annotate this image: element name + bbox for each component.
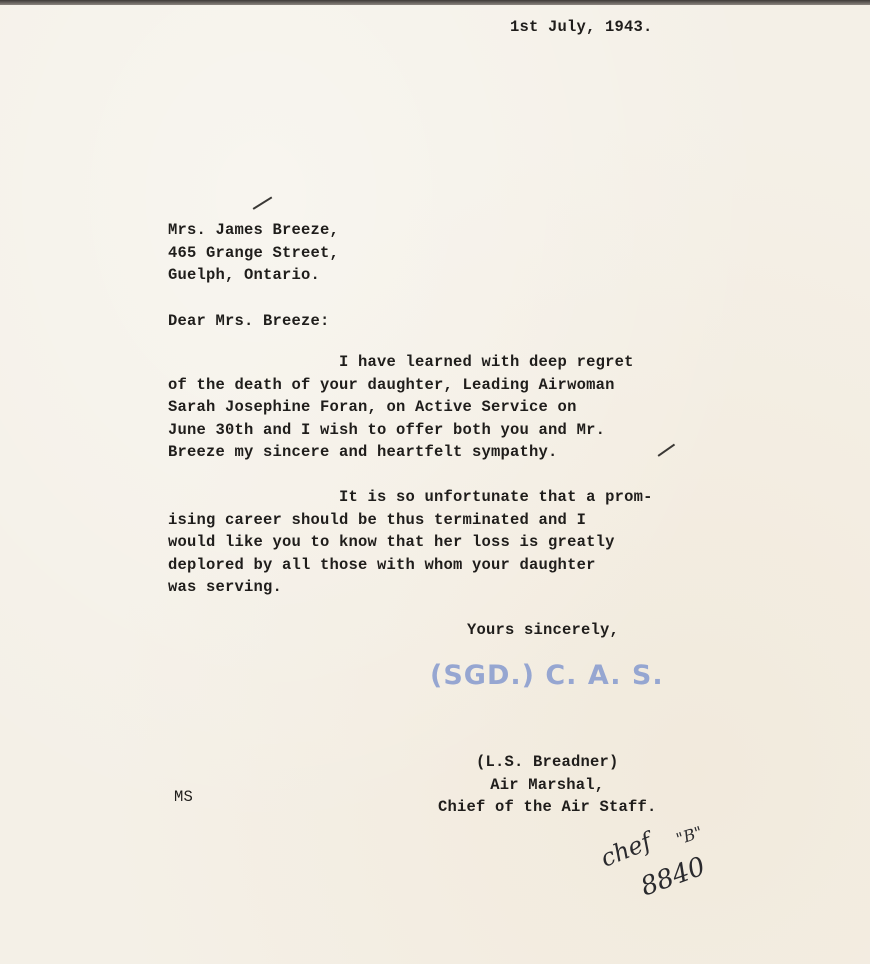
recipient-address xyxy=(168,219,339,287)
signatory-rank: Air Marshal, xyxy=(490,775,605,794)
paragraph-line: deplored by all those with whom your daughter xyxy=(168,555,596,574)
signature-stamp: (SGD.) C. A. S. xyxy=(430,660,664,691)
paragraph-line: It is so unfortunate that a prom- xyxy=(168,488,653,506)
signatory-name: (L.S. Breadner) xyxy=(476,753,619,771)
recipient-city: Guelph, Ontario. xyxy=(168,266,321,284)
handwritten-note-quote: "B" xyxy=(673,822,705,849)
recipient-name: Mrs. James Breeze, xyxy=(168,221,340,239)
salutation: Dear Mrs. Breeze: xyxy=(168,312,330,330)
signatory-title: Chief of the Air Staff. xyxy=(438,798,657,816)
paragraph-line: was serving. xyxy=(168,578,283,596)
paragraph-line: Sarah Josephine Foran, on Active Service on xyxy=(168,398,577,416)
paragraph-line: Breeze my sincere and heartfelt sympathy. xyxy=(168,443,558,461)
handwritten-note-word: chef xyxy=(596,827,656,873)
paragraph-line: June 30th and I wish to offer both you and Mr. xyxy=(168,420,606,439)
typist-initials: MS xyxy=(174,788,194,806)
closing: Yours sincerely, xyxy=(467,621,620,639)
paragraph-line: would like you to know that her loss is greatly xyxy=(168,533,615,551)
paragraph-career xyxy=(168,486,653,599)
paragraph-condolence xyxy=(168,351,634,464)
letter-page xyxy=(0,5,870,964)
paragraph-line: ising career should be thus terminated and I xyxy=(168,510,587,529)
paragraph-line: I have learned with deep regret xyxy=(168,353,634,371)
paragraph-line: of the death of your daughter, Leading Airwoman xyxy=(168,375,615,394)
recipient-street: 465 Grange Street, xyxy=(168,243,340,262)
handwritten-note-number: 8840 xyxy=(636,851,710,903)
signature-block xyxy=(438,751,657,819)
letter-date: 1st July, 1943. xyxy=(510,18,653,36)
